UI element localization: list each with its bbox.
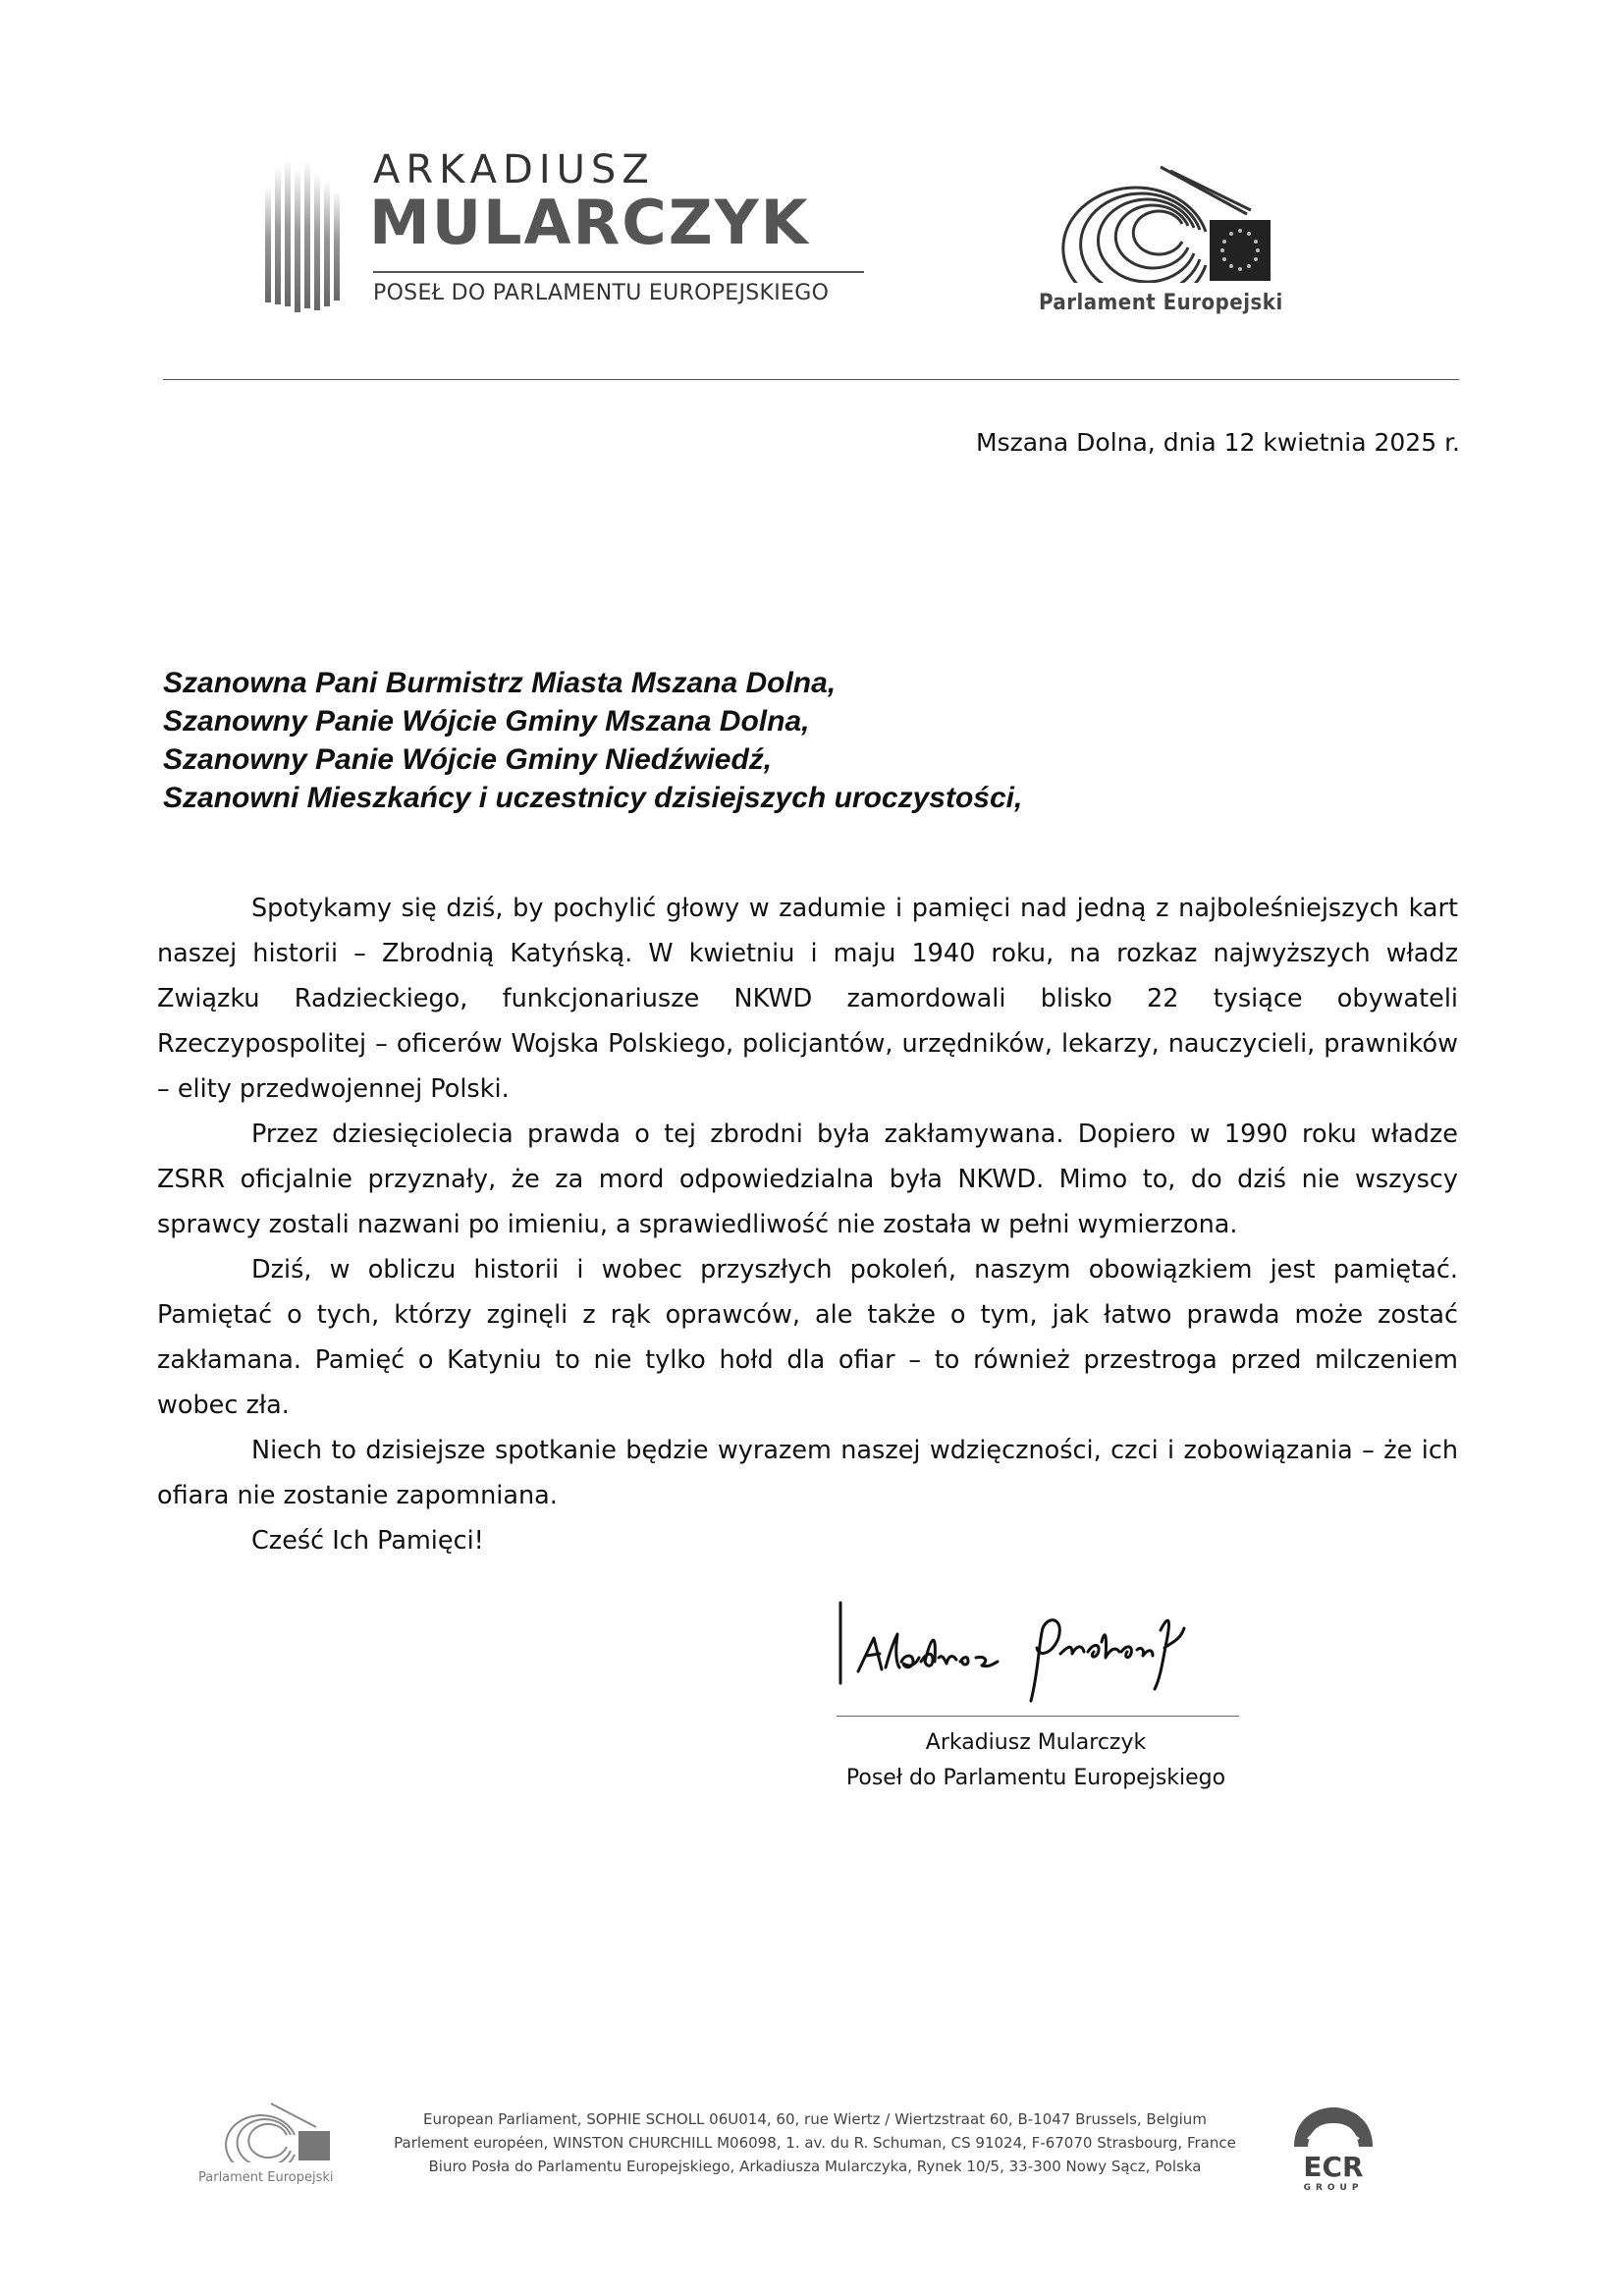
brand-first-name: ARKADIUSZ xyxy=(373,147,655,192)
ecr-group-logo-icon xyxy=(1288,2104,1379,2192)
greetings-block xyxy=(163,664,1022,817)
footer-address-line: Biuro Posła do Parlamentu Europejskiego, Arkadiusza Mularczyka, Rynek 10/5, 33-300 Nowy Sącz, Polska xyxy=(428,2158,1202,2175)
handwritten-signature xyxy=(837,1599,1249,1709)
candle-bars-logo-icon xyxy=(263,157,344,314)
letter-paragraph: Dziś, w obliczu historii i wobec przyszłych pokoleń, naszym obowiązkiem jest pamiętać. Pamiętać o tych, którzy zginęli z rąk oprawców, ale także o tym, jak łatwo prawda może zostać zakłamana. Pamięć o Katyniu to nie tylko hołd dla ofiar – to również przestroga przed milczeniem wobec zła. xyxy=(157,1255,1458,1420)
ep-institution-label: Parlament Europejski xyxy=(1039,291,1283,315)
letter-paragraph: Niech to dzisiejsze spotkanie będzie wyrazem naszej wdzięczności, czci i zobowiązania – że ich ofiara nie zostanie zapomniana. xyxy=(157,1436,1458,1510)
greeting-line: Szanowni Mieszkańcy i uczestnicy dzisiejszych uroczystości, xyxy=(163,782,1023,814)
greeting-line: Szanowny Panie Wójcie Gminy Niedźwiedź, xyxy=(163,743,773,776)
brand-position: POSEŁ DO PARLAMENTU EUROPEJSKIEGO xyxy=(373,281,830,305)
footer-address-line: European Parliament, SOPHIE SCHOLL 06U014, 60, rue Wiertz / Wiertzstraat 60, B-1047 Brussels, Belgium xyxy=(423,2110,1207,2128)
greeting-line: Szanowna Pani Burmistrz Miasta Mszana Dolna, xyxy=(163,667,837,699)
letter-body xyxy=(157,886,1458,1563)
header-divider xyxy=(163,379,1459,380)
signatory-title: Poseł do Parlamentu Europejskiego xyxy=(845,1766,1226,1790)
footer-ep-label: Parlament Europejski xyxy=(198,2170,334,2185)
letter-paragraph: Przez dziesięciolecia prawda o tej zbrodni była zakłamywana. Dopiero w 1990 roku władze ZSRR oficjalnie przyznały, że za mord odpowiedzialna była NKWD. Mimo to, do dziś nie wszyscy sprawcy zostali nazwani po imieniu, a sprawiedliwość nie została w pełni wymierzona. xyxy=(157,1120,1458,1239)
footer-european-parliament-icon xyxy=(208,2100,332,2162)
ecr-label: ECR xyxy=(1303,2151,1364,2183)
brand-last-name: MULARCZYK xyxy=(369,187,810,258)
european-parliament-hemicycle-icon xyxy=(1033,157,1274,283)
footer-addresses xyxy=(373,2107,1257,2178)
signatory-name: Arkadiusz Mularczyk xyxy=(925,1730,1147,1755)
brand-divider xyxy=(373,271,864,273)
letter-closing: Cześć Ich Pamięci! xyxy=(251,1526,484,1556)
ecr-sub-label: GROUP xyxy=(1303,2183,1364,2192)
signature-line xyxy=(837,1716,1239,1717)
footer-address-line: Parlement européen, WINSTON CHURCHILL M06098, 1. av. du R. Schuman, CS 91024, F-67070 Strasbourg, France xyxy=(394,2134,1236,2152)
greeting-line: Szanowny Panie Wójcie Gminy Mszana Dolna, xyxy=(163,705,810,738)
letter-date: Mszana Dolna, dnia 12 kwietnia 2025 r. xyxy=(976,428,1460,457)
letter-paragraph: Spotykamy się dziś, by pochylić głowy w zadumie i pamięci nad jedną z najboleśniejszych kart naszej historii – Zbrodnią Katyńską. W kwietniu i maju 1940 roku, na rozkaz najwyższych władz Związku Radzieckiego, funkcjonariusze NKWD zamordowali blisko 22 tysiące obywateli Rzeczypospolitej – oficerów Wojska Polskiego, policjantów, urzędników, lekarzy, nauczycieli, prawników – elity przedwojennej Polski. xyxy=(157,894,1458,1104)
